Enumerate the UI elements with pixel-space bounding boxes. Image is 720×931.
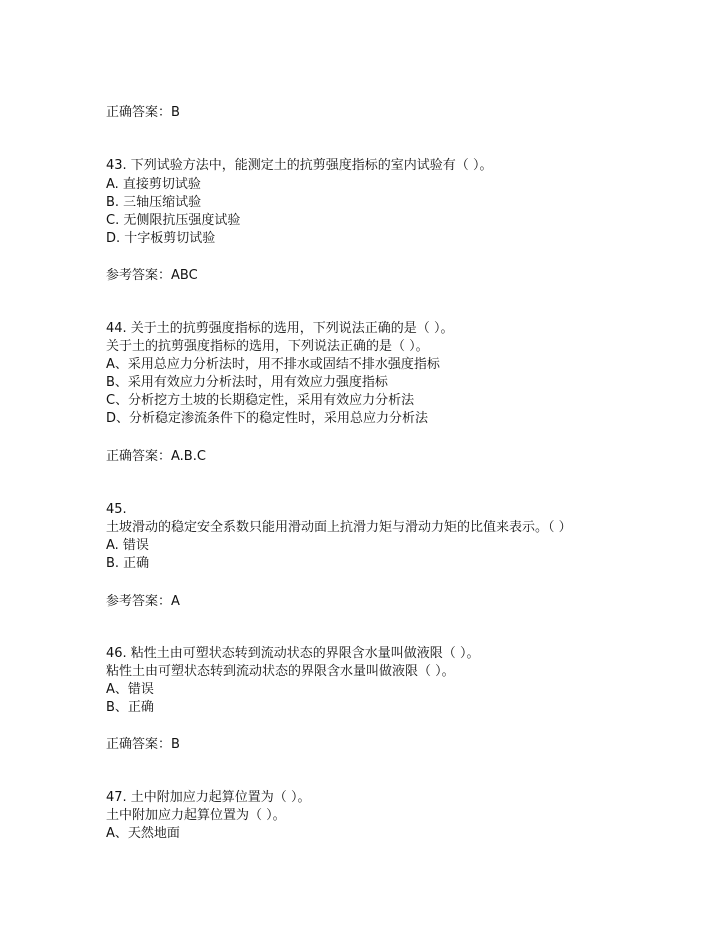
q43-option-a: A. 直接剪切试验 — [106, 177, 201, 192]
q46-option-a: A、错误 — [106, 682, 154, 697]
q43-option-b: B. 三轴压缩试验 — [106, 195, 202, 210]
q44-option-b: B、采用有效应力分析法时，用有效应力强度指标 — [106, 375, 388, 390]
question-44-text: 44. 关于土的抗剪强度指标的选用，下列说法正确的是（ ）。 — [106, 321, 454, 336]
q47-option-a: A、天然地面 — [106, 826, 180, 841]
q45-option-b: B. 正确 — [106, 556, 150, 571]
q43-option-c: C. 无侧限抗压强度试验 — [106, 213, 241, 228]
question-47-text: 47. 土中附加应力起算位置为（ ）。 — [106, 790, 311, 805]
q44-option-a: A、采用总应力分析法时，用不排水或固结不排水强度指标 — [106, 357, 440, 372]
question-43-text: 43. 下列试验方法中，能测定土的抗剪强度指标的室内试验有（ ）。 — [106, 158, 493, 173]
question-46-text: 46. 粘性土由可塑状态转到流动状态的界限含水量叫做液限（ ）。 — [106, 646, 480, 661]
q44-option-d: D、分析稳定渗流条件下的稳定性时，采用总应力分析法 — [106, 411, 429, 426]
question-44-repeat: 关于土的抗剪强度指标的选用，下列说法正确的是（ ）。 — [106, 339, 429, 354]
question-45-number: 45. — [106, 502, 127, 517]
q46-answer: 正确答案：B — [106, 737, 180, 752]
q45-answer: 参考答案：A — [106, 594, 180, 609]
question-46-repeat: 粘性土由可塑状态转到流动状态的界限含水量叫做液限（ ）。 — [106, 664, 455, 679]
q44-answer: 正确答案：A.B.C — [106, 449, 206, 464]
q44-option-c: C、分析挖方土坡的长期稳定性，采用有效应力分析法 — [106, 393, 415, 408]
question-45-text: 土坡滑动的稳定安全系数只能用滑动面上抗滑力矩与滑动力矩的比值来表示。（ ） — [106, 520, 572, 535]
q46-option-b: B、正确 — [106, 700, 154, 715]
q43-answer: 参考答案：ABC — [106, 268, 198, 283]
q43-option-d: D. 十字板剪切试验 — [106, 231, 216, 246]
answer-42: 正确答案：B — [106, 105, 180, 120]
q45-option-a: A. 错误 — [106, 538, 149, 553]
question-47-repeat: 土中附加应力起算位置为（ ）。 — [106, 808, 286, 823]
